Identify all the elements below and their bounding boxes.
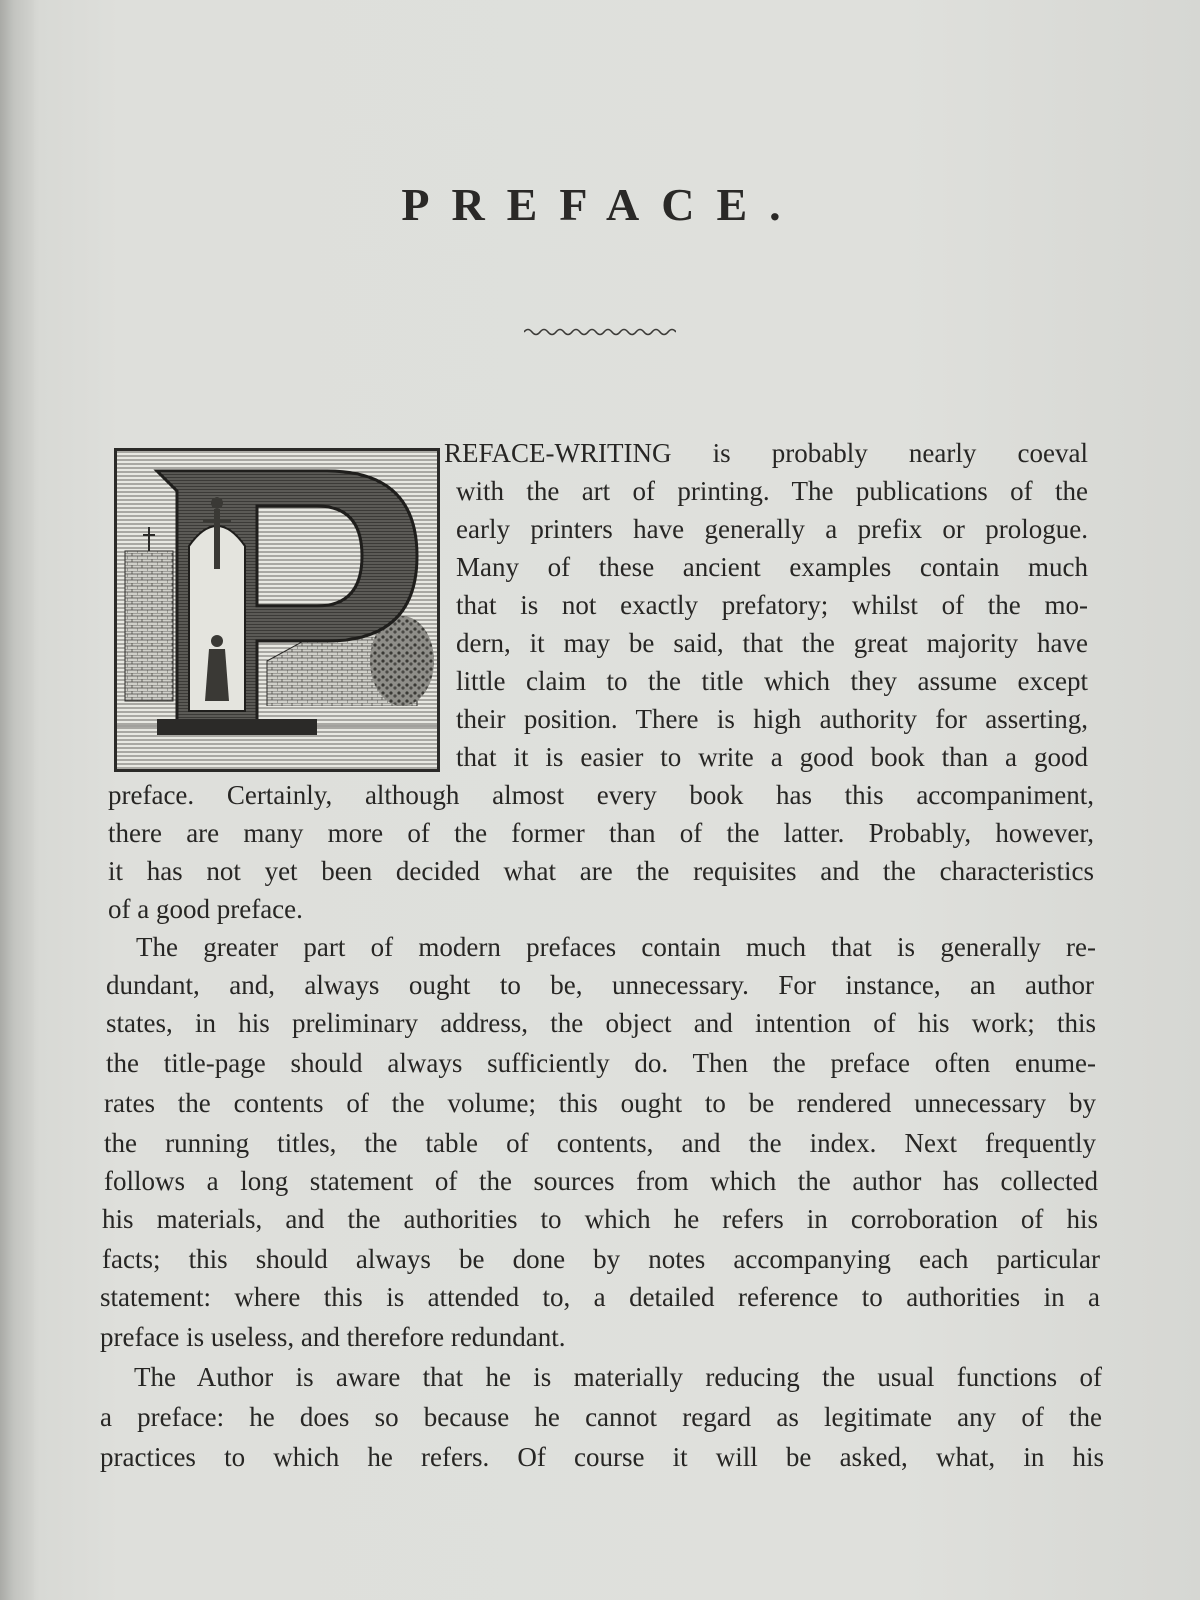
text-line: that is not exactly prefatory; whilst of the mo- [456, 590, 1088, 620]
wavy-rule-ornament [524, 326, 676, 338]
decorative-dropcap [114, 448, 440, 772]
text-line: practices to which he refers. Of course it will be asked, what, in his [100, 1442, 1104, 1472]
text-line: REFACE-WRITING is probably nearly coeval [444, 438, 1088, 468]
text-line: rates the contents of the volume; this ought to be rendered unnecessary by [104, 1088, 1096, 1118]
text-line: dundant, and, always ought to be, unnecessary. For instance, an author [106, 970, 1094, 1000]
text-line: follows a long statement of the sources from which the author has collected [104, 1166, 1098, 1196]
page-title: PREFACE. [401, 179, 803, 230]
text-line: that it is easier to write a good book than a good [456, 742, 1088, 772]
book-gutter [0, 0, 34, 1600]
text-line: his materials, and the authorities to which he refers in corroboration of his [102, 1204, 1098, 1234]
text-line: preface. Certainly, although almost every book has this accompaniment, [108, 780, 1094, 810]
text-line: their position. There is high authority for asserting, [456, 704, 1088, 734]
text-line: little claim to the title which they assume except [456, 666, 1088, 696]
text-line: statement: where this is attended to, a detailed reference to authorities in a [100, 1282, 1100, 1312]
text-line: with the art of printing. The publications of the [456, 476, 1088, 506]
text-line: there are many more of the former than of the latter. Probably, however, [108, 818, 1094, 848]
text-line: preface is useless, and therefore redundant. [100, 1322, 566, 1352]
text-line: The Author is aware that he is materially reducing the usual functions of [134, 1362, 1102, 1392]
text-line: the running titles, the table of contents, and the index. Next frequently [104, 1128, 1096, 1158]
text-line: Many of these ancient examples contain much [456, 552, 1088, 582]
text-line: it has not yet been decided what are the requisites and the characteristics [108, 856, 1094, 886]
text-line: The greater part of modern prefaces contain much that is generally re- [136, 932, 1096, 962]
text-line: early printers have generally a prefix or prologue. [456, 514, 1088, 544]
text-line: facts; this should always be done by notes accompanying each particular [102, 1244, 1100, 1274]
text-line: states, in his preliminary address, the object and intention of his work; this [106, 1008, 1096, 1038]
text-line: of a good preface. [108, 894, 303, 924]
engraved-p-illustration [117, 451, 437, 769]
text-line: a preface: he does so because he cannot regard as legitimate any of the [100, 1402, 1102, 1432]
text-line: the title-page should always sufficiently do. Then the preface often enume- [106, 1048, 1096, 1078]
text-line: dern, it may be said, that the great majority have [456, 628, 1088, 658]
